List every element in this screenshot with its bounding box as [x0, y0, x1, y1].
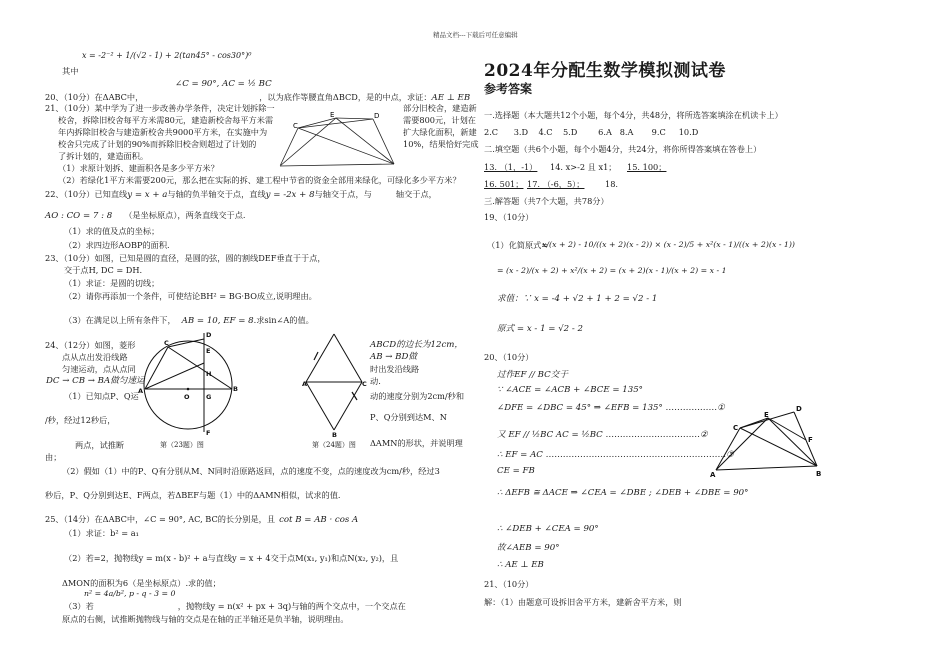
svg-text:E: E — [764, 411, 769, 419]
answer-19-step1-label: （1）化简原式= — [487, 240, 549, 250]
svg-text:D: D — [796, 405, 802, 413]
fill-answer-13: 13. （1，-1） — [484, 162, 538, 172]
question-24-line8: 由； — [45, 452, 62, 462]
question-22-line3: （1）求的值及点的坐标； — [64, 226, 160, 236]
fill-answer-16: 16. 501； — [484, 179, 524, 189]
answer-20-line4: 又 EF // ½BC AC = ½BC ……………………………② — [497, 430, 708, 440]
answer-19-result: 原式 = x - 1 = √2 - 2 — [497, 324, 583, 334]
question-22-line4: （2）求四边形AOBP的面积. — [64, 240, 170, 250]
question-23-line4: （2）请你再添加一个条件，可使结论BH² = BG·BO成立,说明理由。 — [64, 291, 317, 301]
question-24-right4: 动. — [370, 376, 381, 386]
question-22-line2: AO : CO = 7 : 8 （是坐标原点），两条直线交于点. — [45, 210, 246, 221]
question-23-line1: 23、（10分）如图，已知是圆的直径，是圆的弦，圆的割线DEF垂直于于点， — [45, 253, 326, 263]
svg-text:E: E — [330, 111, 335, 119]
question-20: 20、（10分）在ΔABC中， ，以为底作等腰直角ΔBCD，是的中点，求证：AE ⊥ EB — [45, 92, 471, 103]
question-24-line5: （1）已知点P、Q运 — [64, 391, 139, 401]
answer-19-formula1: x/(x + 2) - 10/((x + 2)(x - 2)) × (x - 2)/5 + x²(x - 1)/((x + 2)(x - 1)) — [542, 240, 795, 249]
question-22-line1: 22、（10分）已知直线y = x + a与轴的负半轴交于点，直线y = -2x + 8与轴交于点，与 轴交于点， — [45, 189, 437, 200]
figure-23-caption: 第（23题）图 — [160, 441, 204, 449]
question-24-right7: ΔAMN的形状，并说明理 — [370, 438, 463, 448]
figure-24-caption: 第（24题）图 — [312, 441, 356, 449]
svg-text:A: A — [710, 471, 716, 478]
answer-20-heading: 20、（10分） — [484, 352, 534, 362]
answer-20-line1: 过作EF // BC交于 — [497, 370, 568, 380]
figure-q24-rhombus — [302, 330, 367, 438]
figure-q23-circle — [138, 327, 243, 437]
question-24-line4: DC → CB → BA做匀速运 — [46, 376, 145, 386]
figure-q20-right — [710, 400, 825, 478]
section-2-heading: 二.填空题（共6个小题，每个小题4分，共24分，将你所得答案填在答卷上） — [484, 144, 762, 154]
fill-answer-18: 18. — [605, 179, 619, 189]
question-24-right3: 时出发沿线路 — [370, 364, 420, 374]
question-23-line2: 交于点H, DC = DH. — [64, 265, 143, 275]
question-21-right3: 扩大绿化面积，新建 — [403, 127, 477, 137]
question-23-line5: （3）在满足以上所有条件下， AB = 10, EF = 8.求sin∠A的值。 — [64, 315, 314, 326]
question-24-right1: ABCD的边长为12cm， — [370, 340, 464, 350]
question-25-condition: n² = 4a/b², p - q - 3 = 0 — [84, 589, 176, 598]
question-24-line9: （2）假如（1）中的P、Q有分别从M、N同时沿原路返回，点的速度不变，点的速度改为cm/秒，经过3 — [62, 466, 440, 476]
question-21-line3: 年内拆除旧校舍与建造新校舍共9000平方米，在实施中为 — [58, 127, 268, 137]
svg-text:A: A — [302, 380, 308, 388]
question-21-line7: （2）若绿化1平方米需要200元，那么把在实际的拆、建工程中节省的资金全部用来绿化，可绿化多少平方米？ — [58, 175, 461, 185]
formula-x: x = -2⁻² + 1/(√2 - 1) + 2(tan45° - cos30°)⁰ — [82, 51, 252, 60]
answer-20-line8: ∴ ∠DEB + ∠CEA = 90° — [497, 524, 599, 534]
question-21-right4: 10%，结果恰好完成 — [403, 139, 479, 149]
question-21-line5: 了拆计划的，建造面积。 — [58, 151, 149, 161]
svg-text:B: B — [233, 385, 238, 393]
answer-20-line2: ∵ ∠ACE = ∠ACB + ∠BCE = 135° — [497, 385, 643, 395]
question-21-line1: 21、（10分）某中学为了进一步改善办学条件，决定计划拆除一 — [45, 103, 275, 113]
question-21-right1: 部分旧校舍，建造新 — [403, 103, 477, 113]
question-21-line6: （1）求原计划拆、建面积各是多少平方米？ — [58, 163, 219, 173]
question-24-line10: 秒后，P、Q分别到达E、F两点，若ΔBEF与题（1）中的ΔAMN相似，试求的值. — [45, 490, 341, 500]
figure-q20-left — [276, 106, 401, 171]
answer-20-line10: ∴ AE ⊥ EB — [497, 560, 544, 570]
fill-answer-15: 15. 100； — [627, 162, 667, 172]
question-24-line2: 点从点出发沿线路 — [62, 352, 128, 362]
svg-text:E: E — [206, 347, 211, 355]
svg-text:C: C — [362, 380, 367, 388]
answer-20-line7: ∴ ΔEFB ≅ ΔACE ⇒ ∠CEA = ∠DBE ; ∠DEB + ∠DBE = 90° — [497, 488, 749, 498]
answer-21-heading: 21、（10分） — [484, 579, 534, 589]
svg-text:G: G — [206, 393, 212, 401]
svg-text:H: H — [206, 370, 212, 378]
page-title: 2024年分配生数学模拟测试卷 — [484, 61, 726, 81]
fill-answer-14: 14. x>-2 且 x1； — [550, 162, 617, 172]
question-24-right6: P、Q分别到达M、N — [370, 412, 447, 422]
answer-21-line1: 解：（1）由题意可设拆旧舍平方米，建新舍平方米，则 — [484, 597, 682, 607]
fill-answer-17: 17. （-6，5）； — [527, 179, 585, 189]
question-25-line7: 原点的右侧，试推断抛物线与轴的交点是在轴的正半轴还是负半轴，说明理由。 — [62, 614, 349, 624]
svg-text:A: A — [276, 160, 281, 168]
answer-19-formula2: = (x - 2)/(x + 2) + x²/(x + 2) = (x + 2)(x - 1)/(x + 2) = x - 1 — [497, 266, 727, 275]
question-24-right2: AB → BD做 — [370, 352, 417, 362]
question-24-line1: 24、（12分）如图，菱形 — [45, 340, 136, 350]
svg-text:C: C — [733, 424, 739, 432]
page-header: 精品文档---下载后可任意编辑 — [433, 31, 518, 39]
question-25-line3: （2）若=2，抛物线y = m(x - b)² + a与直线y = x + 4交于点M(x₁, y₁)和点N(x₂, y₂)，且 — [64, 553, 399, 563]
question-24-line3: 匀速运动，点从点同 — [62, 364, 136, 374]
question-21-line2: 校舍，拆除旧校舍每平方米需80元，建造新校舍每平方米需 — [58, 115, 274, 125]
answer-subtitle: 参考答案 — [484, 82, 533, 96]
question-25-line6: （3）若 ，抛物线y = n(x² + px + 3q)与轴的两个交点中，一个交点在 — [64, 601, 406, 611]
answer-20-line6: CE = FB — [497, 466, 535, 476]
answer-20-line3: ∠DFE = ∠DBC = 45° ⇒ ∠EFB = 135° ………………① — [497, 403, 725, 413]
svg-text:B: B — [332, 431, 337, 438]
text-line: 其中 — [62, 66, 79, 76]
answer-20-line9: 故∠AEB = 90° — [497, 543, 560, 553]
answer-20-line5: ∴ EF = AC ………………………………………………………③ — [497, 450, 734, 460]
svg-text:D: D — [374, 112, 380, 120]
question-24-line6: /秒，经过12秒后， — [45, 415, 116, 425]
formula-condition: ∠C = 90°, AC = ½ BC — [175, 79, 272, 89]
question-23-line3: （1）求证：是圆的切线； — [64, 278, 160, 288]
answer-19-heading: 19、（10分） — [484, 212, 534, 222]
svg-text:C: C — [164, 339, 169, 347]
svg-text:F: F — [206, 429, 211, 437]
question-24-right5: 动的速度分别为2cm/秒和 — [370, 391, 465, 401]
question-25-line4: ΔMON的面积为6（是坐标原点）.求的值； — [62, 578, 221, 588]
svg-text:O: O — [184, 393, 190, 401]
svg-text:B: B — [816, 470, 822, 478]
question-21-line4: 校舍只完成了计划的90%而拆除旧校舍则超过了计划的 — [58, 139, 257, 149]
question-21-right2: 需要800元，计划在 — [403, 115, 476, 125]
answer-19-evaluate: 求值：∵ x = -4 + √2 + 1 + 2 = √2 - 1 — [497, 294, 658, 304]
question-25-line1: 25、（14分）在ΔABC中，∠C = 90°, AC, BC的长分别是，且 cot B = AB · cos A — [45, 514, 359, 525]
section-1-answers: 2.C 3.D 4.C 5.D 6.A 8.A 9.C 10.D — [484, 127, 699, 137]
svg-text:D: D — [206, 331, 212, 339]
question-25-line2: （1）求证：b² = a₁ — [64, 528, 139, 538]
svg-text:C: C — [293, 122, 298, 130]
question-24-line7: 两点，试推断 — [75, 440, 125, 450]
svg-text:A: A — [138, 387, 144, 395]
svg-text:F: F — [808, 436, 813, 444]
section-1-heading: 一.选择题（本大题共12个小题，每个4分，共48分，将所选答案填涂在机读卡上） — [484, 110, 783, 120]
section-3-heading: 三.解答题（共7个大题，共78分） — [484, 196, 609, 206]
